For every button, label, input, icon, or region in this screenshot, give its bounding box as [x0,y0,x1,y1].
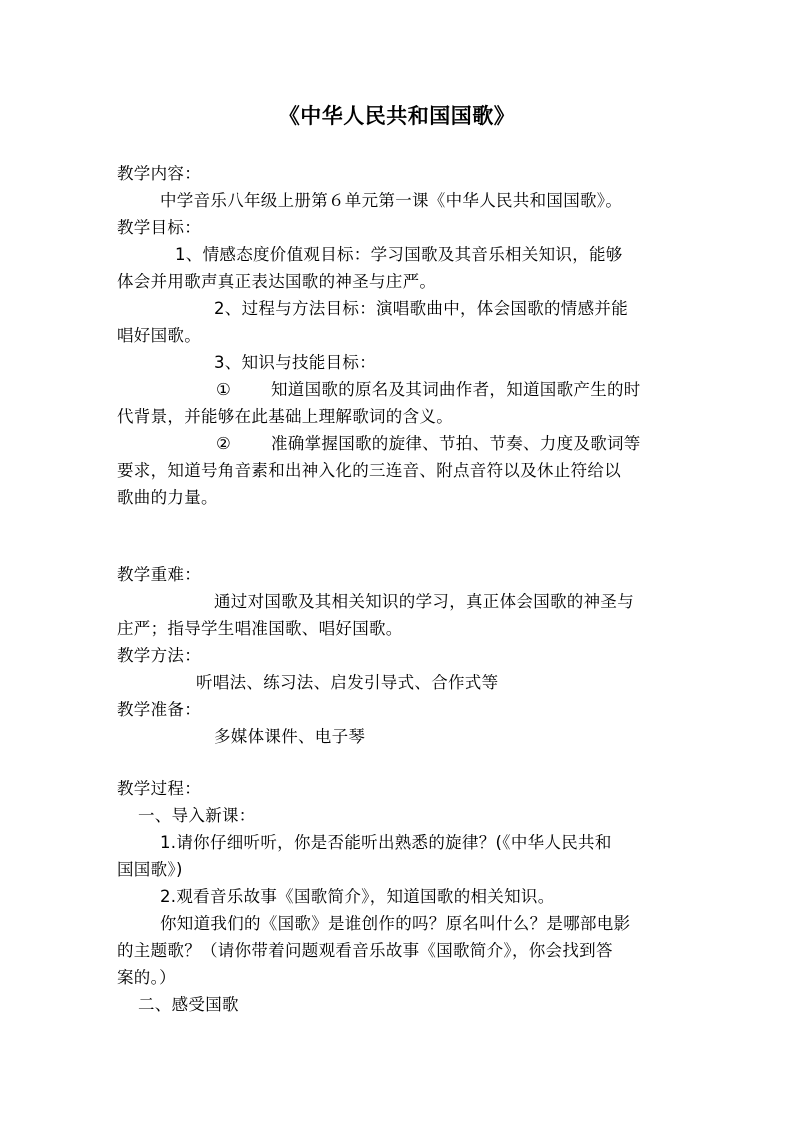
sub-item-2-marker: ② [216,434,231,453]
page-title: 《中华人民共和国国歌》 [278,104,516,128]
process-question-line-1: 你知道我们的《国歌》是谁创作的吗？原名叫什么？是哪部电影 [160,914,631,933]
preparation-heading: 教学准备： [117,700,201,719]
objectives-heading: 教学目标： [117,218,201,237]
process-part-1: 一、导入新课： [138,806,256,825]
objective-2-line-2: 唱好国歌。 [117,326,201,345]
methods-text: 听唱法、练习法、启发引导式、合作式等 [196,673,499,692]
difficulty-heading: 教学重难： [117,565,201,584]
objective-2-line-1: 2、过程与方法目标：演唱歌曲中，体会国歌的情感并能 [214,299,628,318]
sub-item-2-line-1: 准确掌握国歌的旋律、节拍、节奏、力度及歌词等 [271,434,641,453]
sub-item-1-line-2: 代背景，并能够在此基础上理解歌词的含义。 [117,407,453,426]
objective-1-line-2: 体会并用歌声真正表达国歌的神圣与庄严。 [117,272,437,291]
sub-item-2-line-2: 要求，知道号角音素和出神入化的三连音、附点音符以及休止符给以 [117,461,621,480]
sub-item-1-line-1: 知道国歌的原名及其词曲作者，知道国歌产生的时 [271,380,641,399]
process-question-line-3: 案的。） [117,968,176,987]
objective-1-line-1: 1、情感态度价值观目标：学习国歌及其音乐相关知识，能够 [175,245,623,264]
process-step-1-line-1: 1.请你仔细听听，你是否能听出熟悉的旋律？(《中华人民共和 [160,833,612,852]
sub-item-1-marker: ① [216,380,231,399]
methods-heading: 教学方法： [117,646,201,665]
process-question-line-2: 的主题歌？（请你带着问题观看音乐故事《国歌简介》，你会找到答 [117,941,613,960]
preparation-text: 多媒体课件、电子琴 [214,727,366,746]
process-step-2: 2.观看音乐故事《国歌简介》，知道国歌的相关知识。 [160,887,555,906]
content-heading: 教学内容： [117,164,201,183]
sub-item-2-line-3: 歌曲的力量。 [117,488,218,507]
difficulty-line-2: 庄严；指导学生唱准国歌、唱好国歌。 [117,619,403,638]
content-text: 中学音乐八年级上册第６单元第一课《中华人民共和国国歌》。 [160,191,623,210]
process-heading: 教学过程： [117,779,201,798]
difficulty-line-1: 通过对国歌及其相关知识的学习，真正体会国歌的神圣与 [214,592,634,611]
process-part-2: 二、感受国歌 [138,995,239,1014]
objective-3: 3、知识与技能目标： [214,353,376,372]
process-step-1-line-2: 国国歌》) [117,860,183,879]
